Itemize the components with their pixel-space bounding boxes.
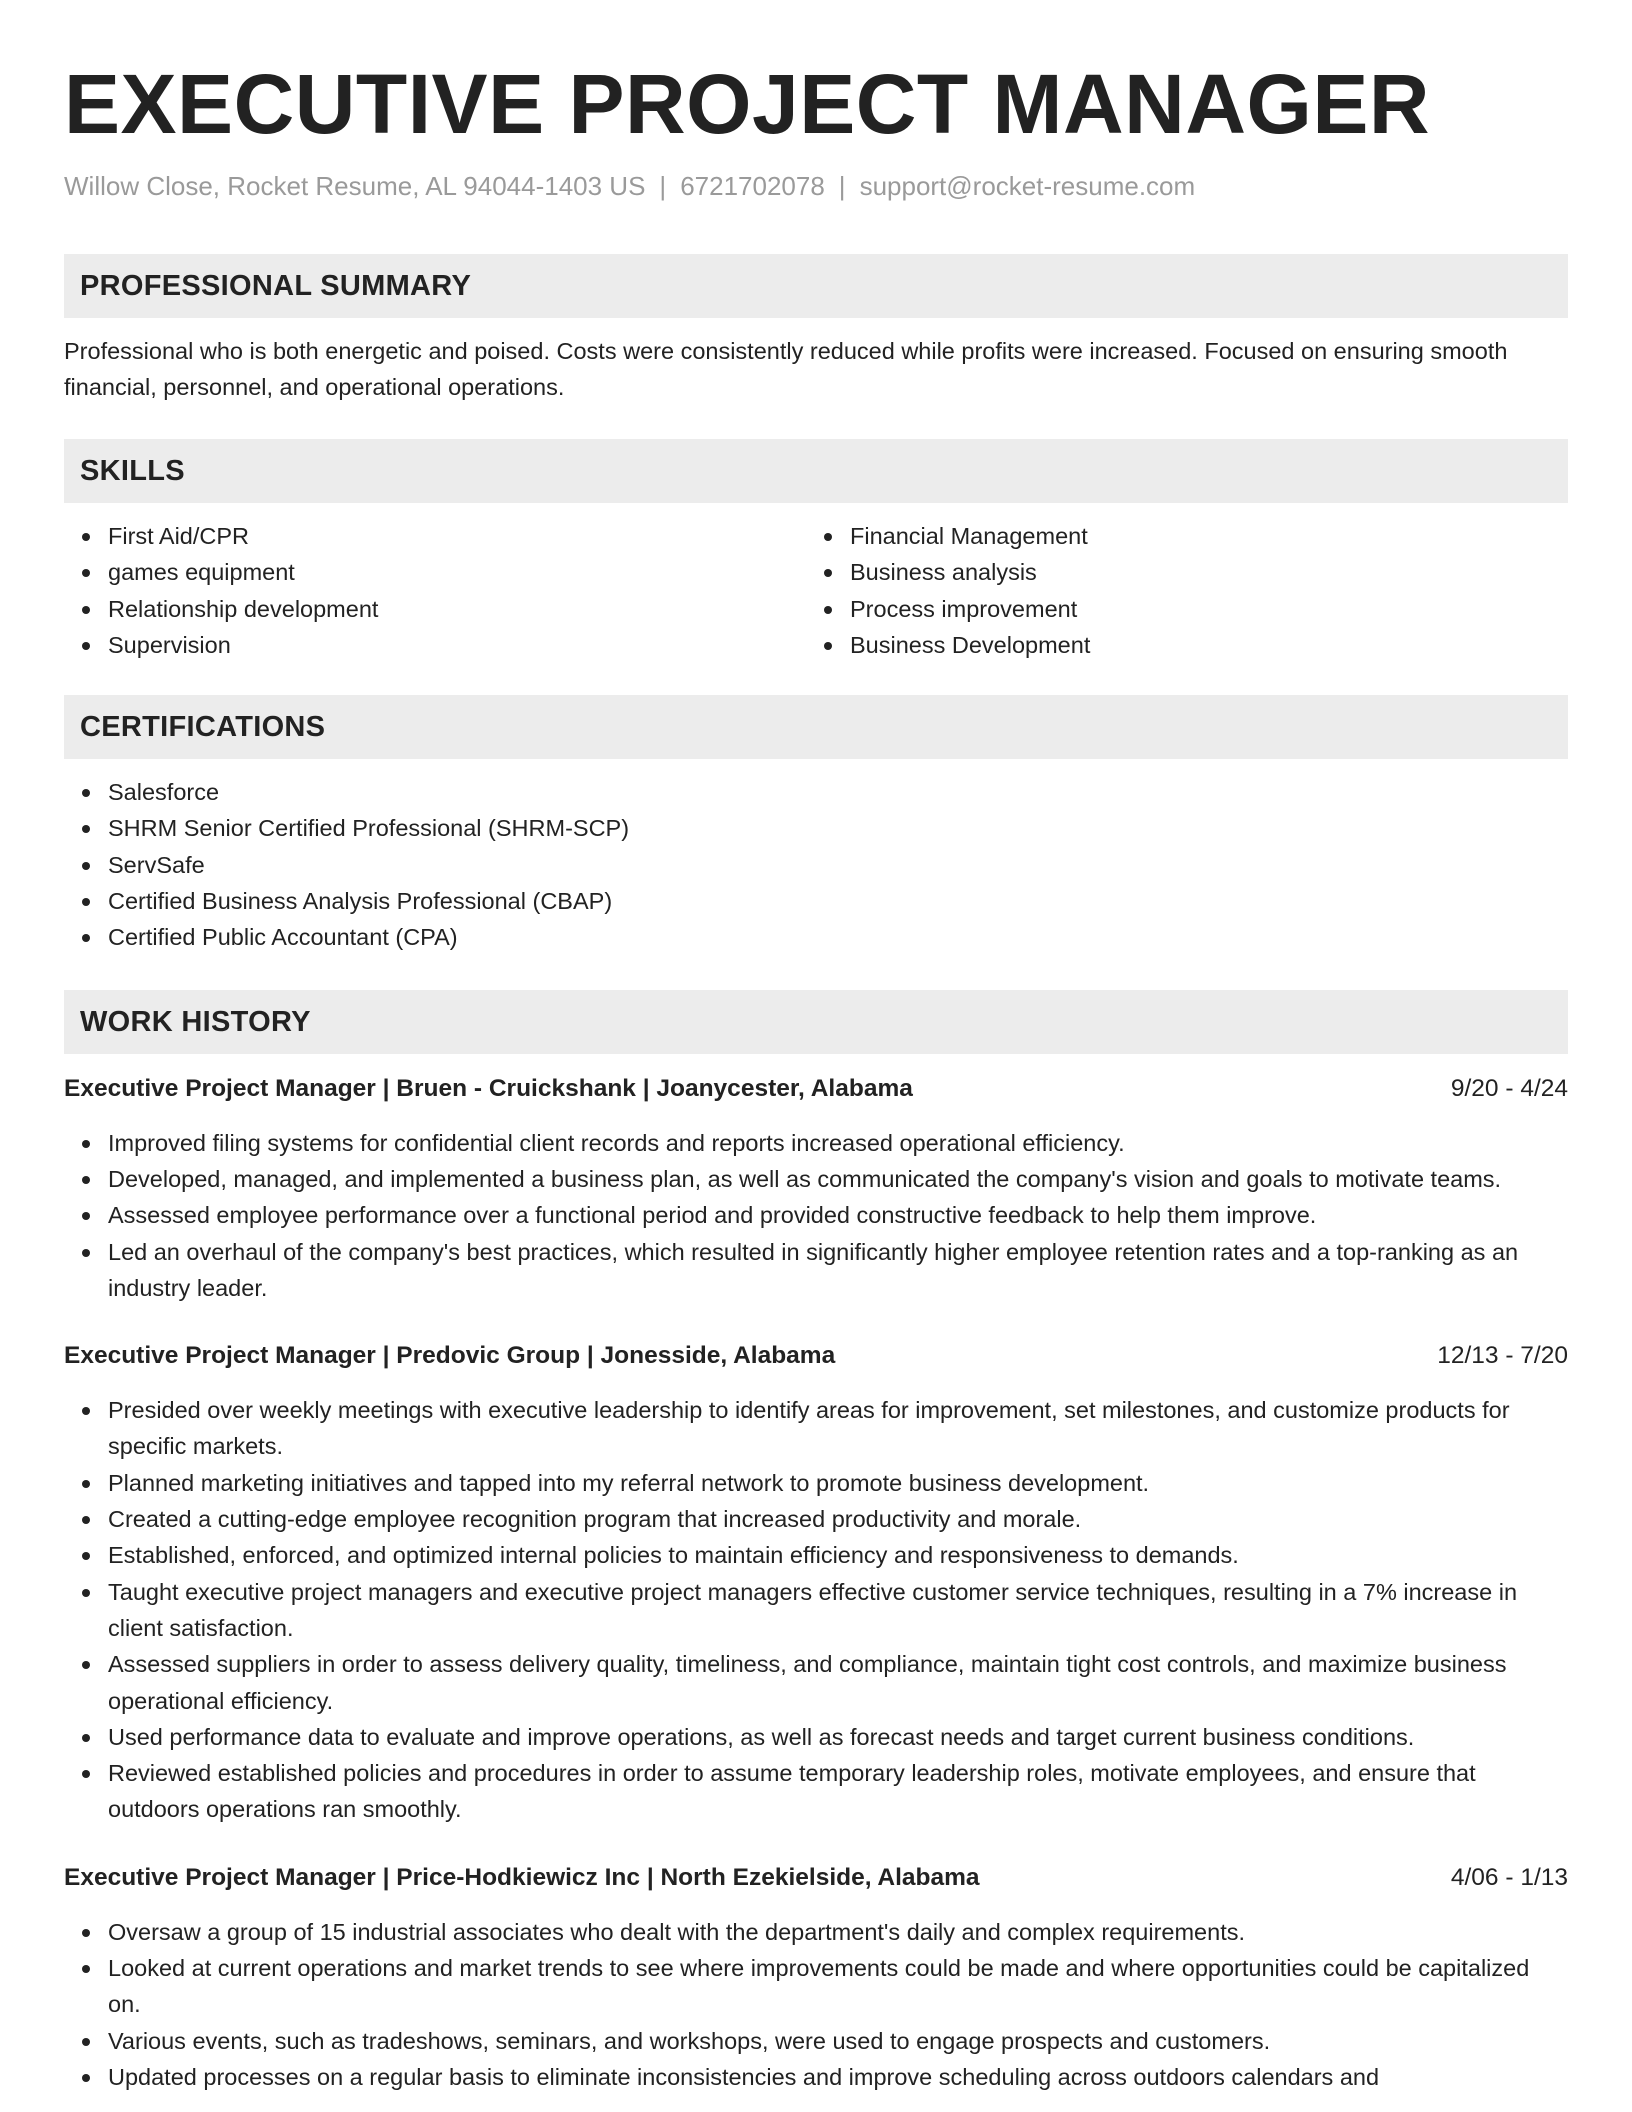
job-heading-row — [64, 1071, 1568, 1107]
job-bullet: Improved filing systems for confidential client records and reports increased operational efficiency. — [64, 1125, 1568, 1161]
job-entry — [64, 1071, 1568, 1306]
job-bullet: Presided over weekly meetings with executive leadership to identify areas for improvement, set milestones, and customize products for specific markets. — [64, 1392, 1568, 1465]
certification-item: Certified Business Analysis Professional (CBAP) — [64, 883, 1568, 919]
certification-item: Salesforce — [64, 774, 1568, 810]
job-dates: 4/06 - 1/13 — [1450, 1863, 1568, 1891]
job-bullet-list — [64, 1125, 1568, 1306]
job-bullet: Looked at current operations and market trends to see where improvements could be made and where opportunities could be capitalized on. — [64, 1950, 1568, 2023]
section-header-skills: SKILLS — [64, 439, 1568, 503]
job-bullet: Created a cutting-edge employee recognition program that increased productivity and morale. — [64, 1501, 1568, 1537]
resume-name: EXECUTIVE PROJECT MANAGER — [64, 57, 1431, 151]
certification-item: SHRM Senior Certified Professional (SHRM-SCP) — [64, 810, 1568, 846]
job-bullet: Led an overhaul of the company's best practices, which resulted in significantly higher employee retention rates and a top-ranking as an industry leader. — [64, 1234, 1568, 1307]
job-bullet: Planned marketing initiatives and tapped into my referral network to promote business development. — [64, 1465, 1568, 1501]
job-bullet: Assessed suppliers in order to assess delivery quality, timeliness, and compliance, maintain tight cost controls, and maximize business operational efficiency. — [64, 1646, 1568, 1719]
job-entry — [64, 1860, 1568, 2095]
summary-text: Professional who is both energetic and poised. Costs were consistently reduced while profits were increased. Focused on ensuring smooth financial, personnel, and operational operations. — [64, 338, 1508, 400]
skill-item: Business analysis — [806, 554, 1548, 590]
contact-line — [64, 170, 1568, 202]
section-header-certifications: CERTIFICATIONS — [64, 695, 1568, 759]
skills-grid — [64, 518, 1568, 663]
job-heading-row — [64, 1860, 1568, 1896]
certification-item: Certified Public Accountant (CPA) — [64, 919, 1568, 955]
job-heading: Executive Project Manager | Predovic Group | Jonesside, Alabama — [64, 1342, 836, 1370]
contact-address: Willow Close, Rocket Resume, AL 94044-1403 US — [64, 171, 646, 201]
section-header-work-history: WORK HISTORY — [64, 990, 1568, 1054]
job-bullet: Established, enforced, and optimized internal policies to maintain efficiency and responsiveness to demands. — [64, 1537, 1568, 1573]
job-bullet: Used performance data to evaluate and improve operations, as well as forecast needs and target current business conditions. — [64, 1719, 1568, 1755]
job-bullet: Assessed employee performance over a functional period and provided constructive feedback to help them improve. — [64, 1197, 1568, 1233]
contact-separator: | — [659, 171, 667, 201]
skill-item: Financial Management — [806, 518, 1548, 554]
certifications-list — [64, 774, 1568, 955]
job-bullet: Taught executive project managers and executive project managers effective customer service techniques, resulting in a 7% increase in client satisfaction. — [64, 1574, 1568, 1647]
job-bullet: Reviewed established policies and procedures in order to assume temporary leadership roles, motivate employees, and ensure that outdoors operations ran smoothly. — [64, 1755, 1568, 1828]
certification-item: ServSafe — [64, 847, 1568, 883]
job-heading: Executive Project Manager | Bruen - Cruickshank | Joanycester, Alabama — [64, 1074, 913, 1102]
contact-separator: | — [838, 171, 846, 201]
job-heading: Executive Project Manager | Price-Hodkiewicz Inc | North Ezekielside, Alabama — [64, 1863, 980, 1891]
job-dates: 12/13 - 7/20 — [1437, 1342, 1568, 1370]
job-bullet: Various events, such as tradeshows, seminars, and workshops, were used to engage prospects and customers. — [64, 2023, 1568, 2059]
skills-list-right — [806, 518, 1548, 663]
skill-item: Process improvement — [806, 591, 1548, 627]
skill-item: Business Development — [806, 627, 1548, 663]
contact-phone: 6721702078 — [680, 171, 825, 201]
job-dates: 9/20 - 4/24 — [1450, 1074, 1568, 1102]
skills-list-left — [64, 518, 806, 663]
skill-item: Relationship development — [64, 591, 806, 627]
section-header-summary: PROFESSIONAL SUMMARY — [64, 254, 1568, 318]
job-entry — [64, 1338, 1568, 1828]
job-bullet-list — [64, 1914, 1568, 2095]
contact-email: support@rocket-resume.com — [859, 171, 1196, 201]
job-bullet-list — [64, 1392, 1568, 1828]
job-heading-row — [64, 1338, 1568, 1374]
job-bullet: Updated processes on a regular basis to eliminate inconsistencies and improve scheduling across outdoors calendars and — [64, 2059, 1568, 2095]
skill-item: Supervision — [64, 627, 806, 663]
job-bullet: Oversaw a group of 15 industrial associates who dealt with the department's daily and complex requirements. — [64, 1914, 1568, 1950]
job-bullet: Developed, managed, and implemented a business plan, as well as communicated the company's vision and goals to motivate teams. — [64, 1161, 1568, 1197]
skill-item: games equipment — [64, 554, 806, 590]
skill-item: First Aid/CPR — [64, 518, 806, 554]
